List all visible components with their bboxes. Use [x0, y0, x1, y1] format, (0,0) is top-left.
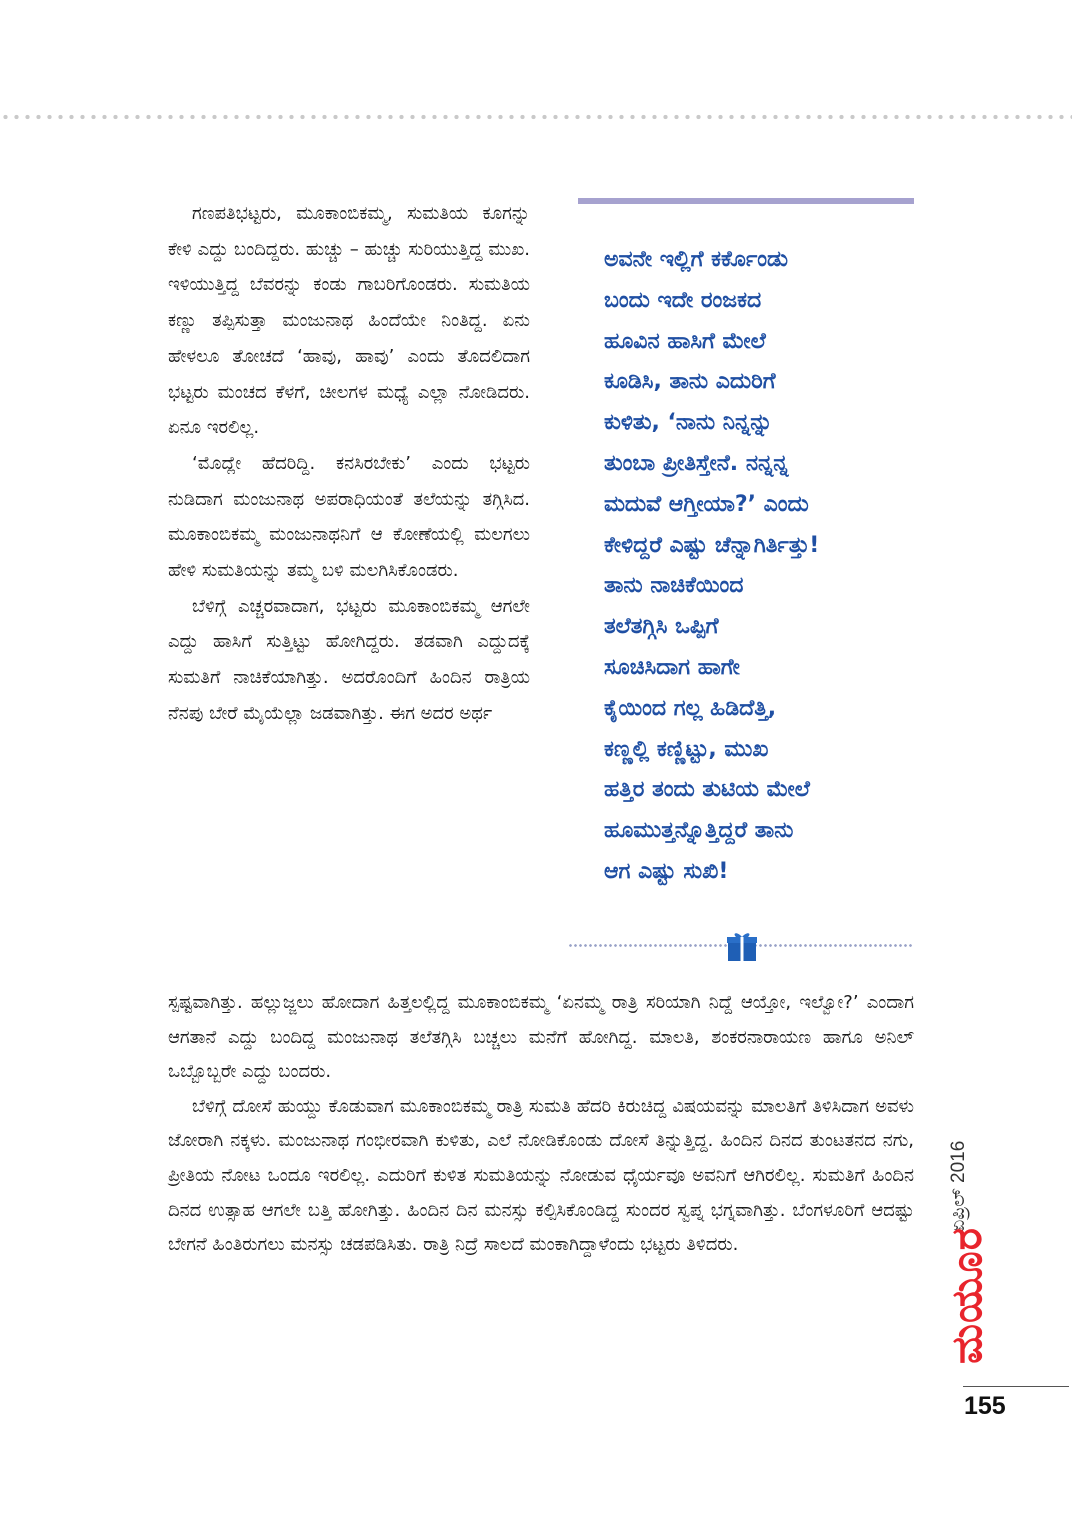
pull-quote [604, 240, 924, 893]
pull-quote-line: ಹೂವಿನ ಹಾಸಿಗೆ ಮೇಲೆ [604, 328, 766, 354]
paragraph: ಬೆಳಿಗ್ಗೆ ಎಚ್ಚರವಾದಾಗ, ಭಟ್ಟರು ಮೂಕಾಂಬಿಕಮ್ಮ ಆಗಲೇ ಎದ್ದು ಹಾಸಿಗೆ ಸುತ್ತಿಟ್ಟು ಹೋಗಿದ್ದರು. ತಡವಾಗಿ ಎದ್ದುದಕ್ಕೆ ಸುಮತಿಗೆ ನಾಚಿಕೆಯಾಗಿತ್ತು. ಅದರೊಂದಿಗೆ ಹಿಂದಿನ ರಾತ್ರಿಯ ನೆನಪು ಬೇರೆ ಮೈಯೆಲ್ಲಾ ಜಡವಾಗಿತ್ತು. ಈಗ ಅದರ ಅರ್ಥ [168, 595, 530, 724]
magazine-logo: ಮಯೂರ [942, 1227, 991, 1364]
pull-quote-line: ಹೂಮುತ್ತನ್ನೊತ್ತಿದ್ದರೆ ತಾನು [604, 818, 794, 844]
pull-quote-line: ಅವನೇ ಇಲ್ಲಿಗೆ ಕರ್ಕೊಂಡು [604, 247, 788, 272]
pull-quote-top-bar [578, 198, 914, 204]
top-dotted-border [0, 114, 1072, 120]
pull-quote-line: ಬಂದು ಇದೇ ರಂಜಕದ [604, 287, 762, 313]
pull-quote-line: ತಲೆತಗ್ಗಿಸಿ ಒಪ್ಪಿಗೆ [604, 614, 719, 640]
pull-quote-line: ಕೈಯಿಂದ ಗಲ್ಲ ಹಿಡಿದೆತ್ತಿ, [604, 695, 777, 721]
pull-quote-line: ಮದುವೆ ಆಗ್ತೀಯಾ?’ ಎಂದು [604, 491, 809, 517]
pull-quote-line: ಕಣ್ಣಲ್ಲಿ ಕಣ್ಣಿಟ್ಟು, ಮುಖ [604, 736, 769, 762]
pull-quote-line: ಕೇಳಿದ್ದರೆ ಎಷ್ಟು ಚೆನ್ನಾಗಿರ್ತಿತ್ತು! [604, 532, 820, 558]
full-width-text [168, 986, 914, 1263]
pull-quote-line: ಆಗ ಎಷ್ಟು ಸುಖಿ! [604, 858, 729, 884]
pull-quote-line: ತಾನು ನಾಚಿಕೆಯಿಂದ [604, 573, 744, 599]
pull-quote-line: ಕುಳಿತು, ‘ನಾನು ನಿನ್ನನ್ನು [604, 410, 773, 436]
pull-quote-line: ತುಂಬಾ ಪ್ರೀತಿಸ್ತೇನೆ. ನನ್ನನ್ನ [604, 450, 789, 476]
left-text-column [168, 196, 530, 732]
paragraph: ‘ಮೊದ್ಲೇ ಹೆದರಿದ್ದಿ. ಕನಸಿರಬೇಕು’ ಎಂದು ಭಟ್ಟರು ನುಡಿದಾಗ ಮಂಜುನಾಥ ಅಪರಾಧಿಯಂತೆ ತಲೆಯನ್ನು ತಗ್ಗಿಸಿದ. ಮೂಕಾಂಬಿಕಮ್ಮ ಮಂಜುನಾಥನಿಗೆ ಆ ಕೋಣೆಯಲ್ಲಿ ಮಲಗಲು ಹೇಳಿ ಸುಮತಿಯನ್ನು ತಮ್ಮ ಬಳಿ ಮಲಗಿಸಿಕೊಂಡರು. [168, 452, 530, 582]
issue-date: ಏಪ್ರಿಲ್ 2016 [948, 1140, 969, 1232]
pull-quote-line: ಹತ್ತಿರ ತಂದು ತುಟಿಯ ಮೇಲೆ [604, 777, 810, 803]
pull-quote-line: ಸೂಚಿಸಿದಾಗ ಹಾಗೇ [604, 654, 740, 680]
paragraph: ಗಣಪತಿಭಟ್ಟರು, ಮೂಕಾಂಬಿಕಮ್ಮ, ಸುಮತಿಯ ಕೂಗನ್ನು ಕೇಳಿ ಎದ್ದು ಬಂದಿದ್ದರು. ಹುಚ್ಚು – ಹುಚ್ಚು ಸುರಿಯುತ್ತಿದ್ದ ಮುಖ. ಇಳಿಯುತ್ತಿದ್ದ ಬೆವರನ್ನು ಕಂಡು ಗಾಬರಿಗೊಂಡರು. ಸುಮತಿಯ ಕಣ್ಣು ತಪ್ಪಿಸುತ್ತಾ ಮಂಜುನಾಥ ಹಿಂದೆಯೇ ನಿಂತಿದ್ದ. ಏನು ಹೇಳಲೂ ತೋಚದೆ ‘ಹಾವು, ಹಾವು’ ಎಂದು ತೊದಲಿದಾಗ ಭಟ್ಟರು ಮಂಚದ ಕೆಳಗೆ, ಚೀಲಗಳ ಮಧ್ಯೆ ಎಲ್ಲಾ ನೋಡಿದರು. ಏನೂ ಇರಲಿಲ್ಲ. [168, 203, 530, 439]
pull-quote-line: ಕೂಡಿಸಿ, ತಾನು ಎದುರಿಗೆ [604, 369, 776, 395]
gift-box-icon [727, 930, 757, 962]
page-number: 155 [964, 1392, 1006, 1420]
footer-rule [963, 1386, 1069, 1387]
paragraph: ಬೆಳಿಗ್ಗೆ ದೋಸೆ ಹುಯ್ದು ಕೊಡುವಾಗ ಮೂಕಾಂಬಿಕಮ್ಮ ರಾತ್ರಿ ಸುಮತಿ ಹೆದರಿ ಕಿರುಚಿದ್ದ ವಿಷಯವನ್ನು ಮಾಲತಿಗೆ ತಿಳಿಸಿದಾಗ ಅವಳು ಜೋರಾಗಿ ನಕ್ಕಳು. ಮಂಜುನಾಥ ಗಂಭೀರವಾಗಿ ಕುಳಿತು, ಎಲೆ ನೋಡಿಕೊಂಡು ದೋಸೆ ತಿನ್ನುತ್ತಿದ್ದ. ಹಿಂದಿನ ದಿನದ ತುಂಟತನದ ನಗು, ಪ್ರೀತಿಯ ನೋಟ ಒಂದೂ ಇರಲಿಲ್ಲ. ಎದುರಿಗೆ ಕುಳಿತ ಸುಮತಿಯನ್ನು ನೋಡುವ ಧೈರ್ಯವೂ ಅವನಿಗೆ ಆಗಿರಲಿಲ್ಲ. ಸುಮತಿಗೆ ಹಿಂದಿನ ದಿನದ ಉತ್ಸಾಹ ಆಗಲೇ ಬತ್ತಿ ಹೋಗಿತ್ತು. ಹಿಂದಿನ ದಿನ ಮನಸ್ಸು ಕಲ್ಪಿಸಿಕೊಂಡಿದ್ದ ಸುಂದರ ಸ್ವಪ್ನ ಭಗ್ನವಾಗಿತ್ತು. ಬೆಂಗಳೂರಿಗೆ ಆದಷ್ಟು ಬೇಗನೆ ಹಿಂತಿರುಗಲು ಮನಸ್ಸು ಚಡಪಡಿಸಿತು. ರಾತ್ರಿ ನಿದ್ರೆ ಸಾಲದೆ ಮಂಕಾಗಿದ್ದಾಳೆಂದು ಭಟ್ಟರು ತಿಳಿದರು. [168, 1095, 914, 1256]
paragraph: ಸ್ಪಷ್ಟವಾಗಿತ್ತು. ಹಲ್ಲುಜ್ಜಲು ಹೋದಾಗ ಹಿತ್ತಲಲ್ಲಿದ್ದ ಮೂಕಾಂಬಿಕಮ್ಮ ‘ಏನಮ್ಮ ರಾತ್ರಿ ಸರಿಯಾಗಿ ನಿದ್ದೆ ಆಯ್ತೋ, ಇಲ್ವೋ?’ ಎಂದಾಗ ಆಗತಾನೆ ಎದ್ದು ಬಂದಿದ್ದ ಮಂಜುನಾಥ ತಲೆತಗ್ಗಿಸಿ ಬಚ್ಚಲು ಮನೆಗೆ ಹೋಗಿದ್ದ. ಮಾಲತಿ, ಶಂಕರನಾರಾಯಣ ಹಾಗೂ ಅನಿಲ್ ಒಬ್ಬೊಬ್ಬರೇ ಎದ್ದು ಬಂದರು. [168, 992, 914, 1083]
